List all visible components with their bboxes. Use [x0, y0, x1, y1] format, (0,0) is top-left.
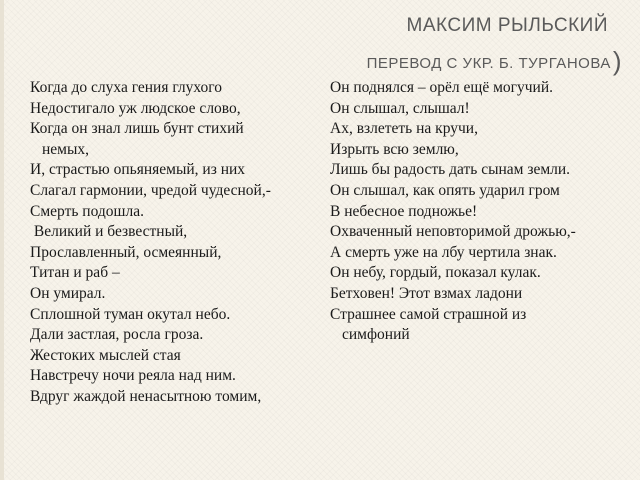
poem-line: И, страстью опьяняемый, из них	[30, 161, 246, 179]
poem-line: Смерть подошла.	[30, 202, 144, 220]
poem-line: Ах, взлететь на кручи,	[330, 120, 478, 138]
poem-line: Навстречу ночи реяла над ним.	[30, 367, 236, 385]
poem-line: Изрыть всю землю,	[330, 140, 459, 158]
poem-line: Когда до слуха гения глухого	[30, 79, 223, 96]
poem-line: А смерть уже на лбу чертила знак.	[330, 243, 557, 261]
poem-line: Великий и безвестный,	[30, 223, 188, 241]
author-title: МАКСИМ РЫЛЬСКИЙ	[406, 15, 608, 36]
poem-line: симфоний	[342, 326, 410, 344]
poem-line: Вдруг жаждой ненасытною томим,	[30, 387, 262, 405]
poem-line: Сплошной туман окутал небо.	[30, 305, 231, 323]
poem-line: Он небу, гордый, показал кулак.	[330, 264, 541, 282]
translator-subtitle-text: ПЕРЕВОД С УКР. Б. ТУРГАНОВА	[366, 55, 611, 72]
poem-line: Лишь бы радость дать сынам земли.	[330, 161, 571, 179]
poem-line: Он умирал.	[30, 284, 106, 302]
title-block	[367, 14, 622, 75]
poem-line: Дали застлая, росла гроза.	[30, 326, 204, 344]
poem-line: Когда он знал лишь бунт стихий	[30, 120, 244, 138]
poem-line: Бетховен! Этот взмах ладони	[330, 284, 523, 302]
poem-line: немых,	[42, 140, 90, 158]
poem-line: Слагал гармонии, чредой чудесной,-	[30, 181, 271, 199]
poem-line: Страшнее самой страшной из	[330, 305, 527, 323]
poem-line: Охваченный неповторимой дрожью,-	[330, 223, 576, 241]
poem-right-column	[330, 78, 630, 346]
poem-line: Недостигало уж людское слово,	[30, 99, 241, 117]
poem-line: Прославленный, осмеянный,	[30, 243, 222, 261]
closing-paren: )	[612, 46, 622, 76]
poem-line: Жестоких мыслей стая	[30, 346, 181, 364]
poem-line: В небесное подножье!	[330, 202, 478, 220]
translator-subtitle	[366, 46, 622, 76]
poem-line: Титан и раб –	[30, 264, 120, 282]
poem-left-column	[30, 78, 320, 408]
poem-line: Он слышал, слышал!	[330, 99, 470, 117]
poem-line: Он слышал, как опять ударил гром	[330, 181, 560, 199]
poem-line: Он поднялся – орёл ещё могучий.	[330, 79, 554, 96]
